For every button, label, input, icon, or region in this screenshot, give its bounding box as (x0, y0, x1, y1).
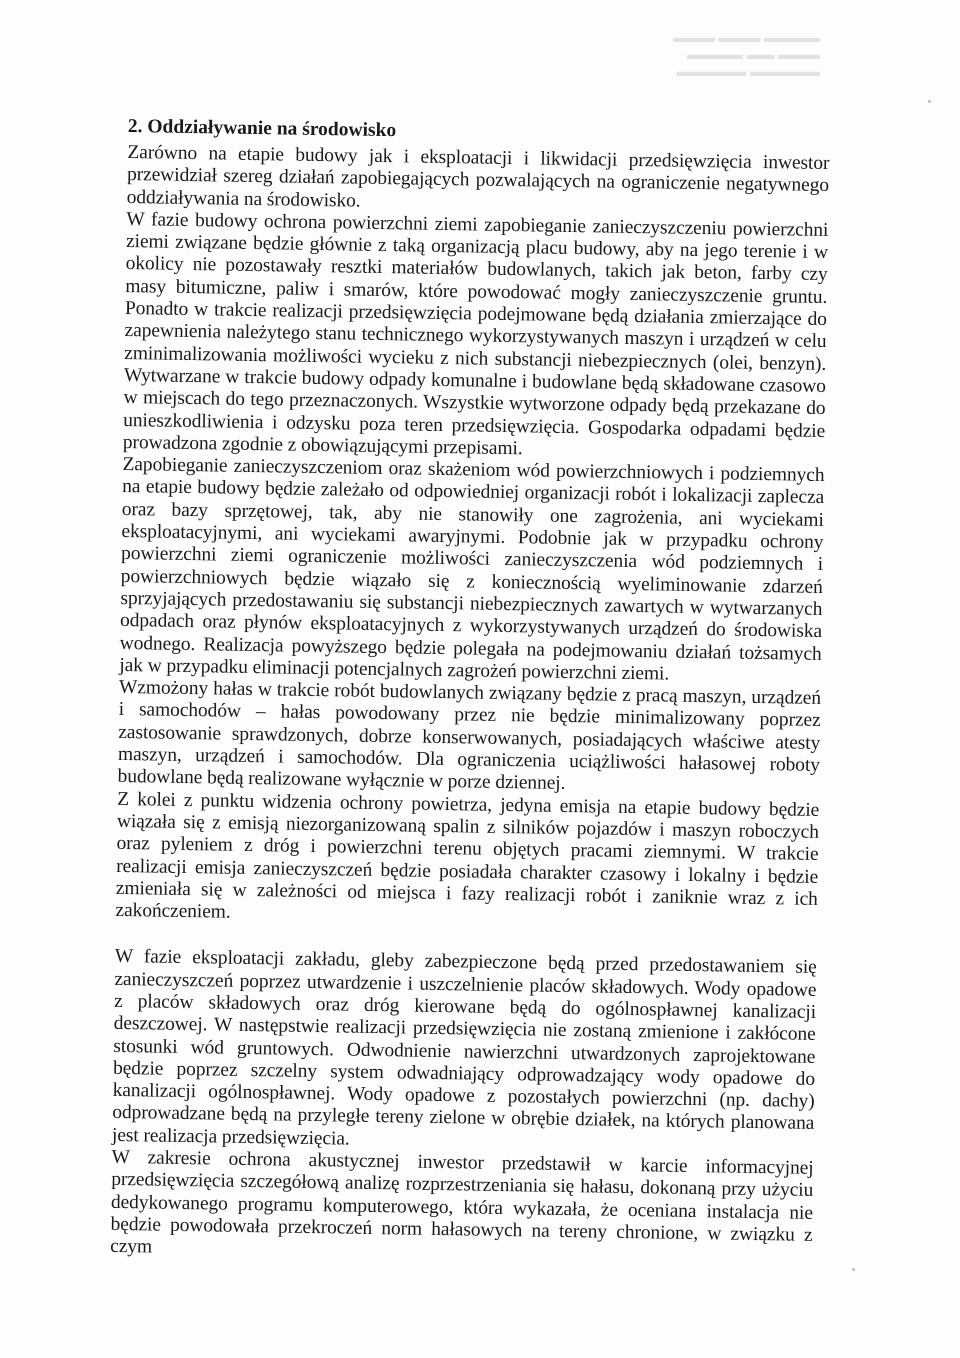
paragraph: Z kolei z punktu widzenia ochrony powietrza, jedyna emisja na etapie budowy będzie wiązała się z emisją niezorganizowaną spalin z silników pojazdów i maszyn roboczych oraz pyleniem z dróg i powierzchni terenu objętych pracami ziemnymi. W trakcie realizacji emisja zanieczyszczeń będzie posiadała charakter czasowy i lokalny i będzie zmieniała się w zależności od miejsca i fazy realizacji robót i zaniknie wraz z ich zakończeniem. (115, 788, 820, 923)
bleed-through-text: ▬▬▬▬ ▬▬▬ ▬▬▬ ▬▬▬ ▬▬ ▬▬▬▬ ▬▬▬▬▬ ▬▬▬▬▬ (673, 31, 820, 80)
paragraph: Wzmożony hałas w trakcie robót budowlanych związany będzie z pracą maszyn, urządzeń i samochodów – hałas powodowany przez nie będzie minimalizowany poprzez zastosowanie sprawdzonych, dobrze konserwowanych, posiadających właściwe atesty maszyn, urządzeń i samochodów. Dla ograniczenia uciążliwości hałasowej roboty budowlane będą realizowane wyłącznie w porze dziennej. (117, 677, 822, 795)
scan-speck (928, 100, 931, 103)
paragraph: Zapobieganie zanieczyszczeniom oraz skażeniom wód powierzchniowych i podziemnych na etapie budowy będzie zależało od odpowiedniej organizacji robót i lokalizacji zaplecza oraz bazy sprzętowej, tak, aby nie stanowiły one zagrożenia, ani wyciekami eksploatacyjnymi, ani wyciekami awaryjnymi. Podobnie jak w przypadku ochrony powierzchni ziemi ograniczenie możliwości zanieczyszczenia wód podziemnych i powierzchniowych będzie wiązało się z koniecznością wyeliminowanie zdarzeń sprzyjających przedostawaniu się substancji niebezpiecznych zawartych w wytwarzanych odpadach oraz płynów eksploatacyjnych z wykorzystywanych urządzeń do środowiska wodnego. Realizacja powyższego będzie polegała na podejmowaniu działań tożsamych jak w przypadku eliminacji potencjalnych zagrożeń powierzchni ziemi. (119, 454, 825, 685)
section-title: 2. Oddziaływanie na środowisko (127, 116, 397, 142)
paragraph: Zarówno na etapie budowy jak i eksploatacji i likwidacji przedsięwzięcia inwestor przewidział szereg działań zapobiegających pozwalających na ograniczenie negatywnego oddziaływania na środowisko. (126, 141, 830, 212)
scan-speck (852, 1268, 855, 1271)
paragraph: W fazie eksploatacji zakładu, gleby zabezpieczone będą przed przedostawaniem się zanieczyszczeń poprzez utwardzenie i uszczelnienie placów składowych. Wody opadowe z placów składowych oraz dróg kierowane będą do ogólnospławnej kanalizacji deszczowej. W następstwie realizacji przedsięwzięcia nie zostaną zmienione i zakłócone stosunki wód gruntowych. Odwodnienie nawierzchni utwardzonych zaprojektowane będzie poprzez szczelny system odwadniający odprowadzający wody opadowe do kanalizacji ogólnospławnej. Wody opadowe z pozostałych powierzchni (np. dachy) odprowadzane będą na przyległe tereny zielone w obrębie działek, na których planowana jest realizacja przedsięwzięcia. (111, 946, 817, 1150)
paragraph: W fazie budowy ochrona powierzchni ziemi zapobieganie zanieczyszczeniu powierzchni ziemi związane będzie głównie z taką organizacją placu budowy, aby na jego terenie i w okolicy nie pozostawały resztki materiałów budowlanych, takich jak beton, farby czy masy bitumiczne, paliw i smarów, które powodować mogły zanieczyszczenie gruntu. Ponadto w trakcie realizacji przedsięwzięcia podejmowane będą działania zmierzające do zapewnienia należytego stanu technicznego wykorzystywanych maszyn i urządzeń w celu zminimalizowania możliwości wycieku z nich substancji niebezpiecznych (olei, benzyn). Wytwarzane w trakcie budowy odpady komunalne i budowlane będą składowane czasowo w miejscach do tego przeznaczonych. Wszystkie wytworzone odpady będą przekazane do unieszkodliwienia i odzysku poza teren przedsięwzięcia. Gospodarka odpadami będzie prowadzona zgodnie z obowiązującymi przepisami. (122, 208, 829, 460)
paragraph: W zakresie ochrona akustycznej inwestor przedstawił w karcie informacyjnej przedsięwzięcia szczegółową analizę rozprzestrzeniania się hałasu, dokonaną przy użyciu dedykowanego programu komputerowego, która wykazała, że oceniana instalacja nie będzie powodowała przekroczeń norm hałasowych na tereny chronione, w związku z czym (110, 1146, 814, 1258)
document-body (110, 116, 830, 1269)
